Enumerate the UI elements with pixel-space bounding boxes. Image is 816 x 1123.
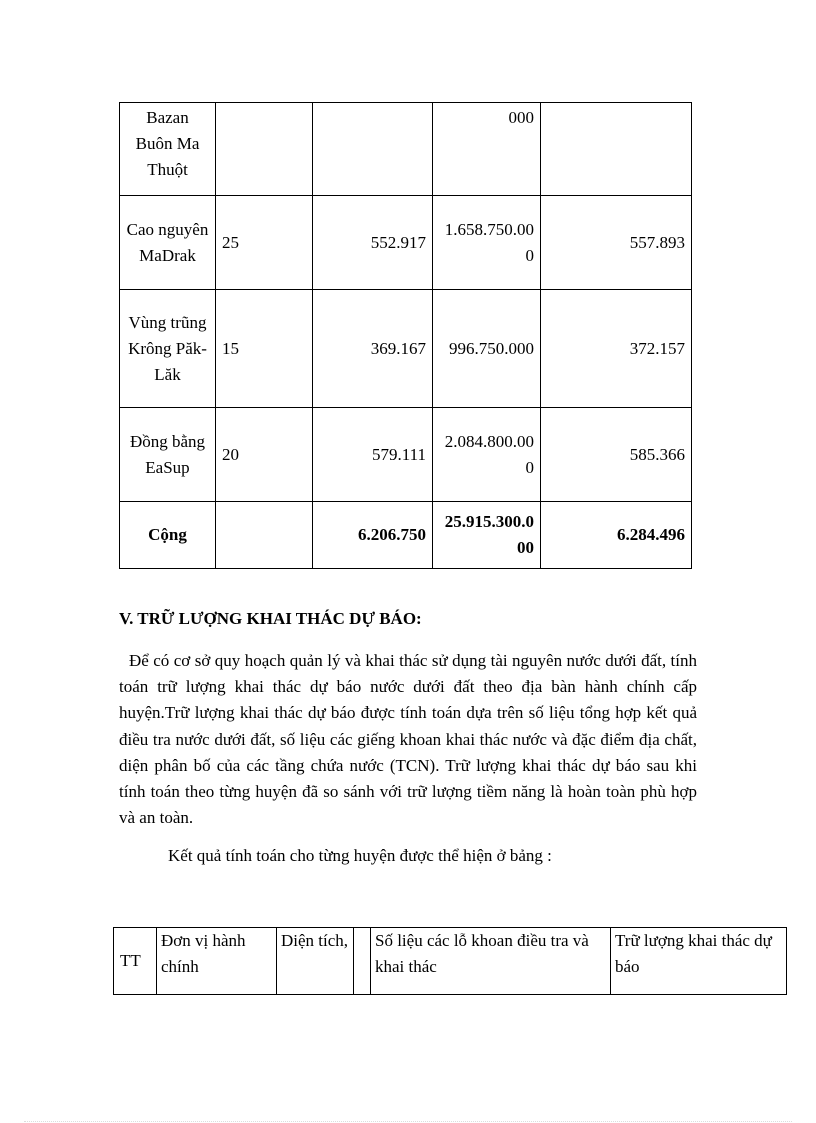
- amount-cell: 1.658.750.000: [433, 196, 541, 290]
- count-cell: 25: [216, 196, 313, 290]
- total-amount-cell: 25.915.300.000: [433, 502, 541, 569]
- amount-cell: 2.084.800.000: [433, 408, 541, 502]
- table-row: [120, 408, 692, 502]
- region-name-cell: Cao nguyên MaDrak: [120, 196, 216, 290]
- area-cell: 579.111: [313, 408, 433, 502]
- count-cell: 20: [216, 408, 313, 502]
- region-name-cell: Bazan Buôn Ma Thuột: [120, 103, 216, 196]
- region-name-cell: Vùng trũng Krông Păk-Lăk: [120, 290, 216, 408]
- header-reserve: Trữ lượng khai thác dự báo: [611, 928, 787, 995]
- total-label-cell: Cộng: [120, 502, 216, 569]
- table-row: [120, 196, 692, 290]
- table-row: [120, 290, 692, 408]
- reserve-cell: 372.157: [541, 290, 692, 408]
- total-row: [120, 502, 692, 569]
- area-cell: 552.917: [313, 196, 433, 290]
- table-caption: Kết quả tính toán cho từng huyện được thể hiện ở bảng :: [168, 846, 552, 865]
- header-wells: Số liệu các lỗ khoan điều tra và khai thác: [371, 928, 611, 995]
- count-cell: [216, 502, 313, 569]
- header-tt: TT: [114, 928, 157, 995]
- body-paragraph: Để có cơ sở quy hoạch quản lý và khai thác sử dụng tài nguyên nước dưới đất, tính toán trữ lượng khai thác dự báo nước dưới đất theo địa bàn hành chính cấp huyện.Trữ lượng khai thác dự báo được tính toán dựa trên số liệu tổng hợp kết quả điều tra nước dưới đất, số liệu các giếng khoan khai thác nước và đặc điểm địa chất, diện phân bố của các tầng chứa nước (TCN). Trữ lượng khai thác dự báo sau khi tính toán theo từng huyện đã so sánh với trữ lượng tiềm năng là hoàn toàn phù hợp và an toàn.: [119, 651, 697, 828]
- header-blank: [354, 928, 371, 995]
- reserve-summary-table: [119, 102, 692, 569]
- amount-cell: 996.750.000: [433, 290, 541, 408]
- forecast-reserve-table: [113, 927, 787, 995]
- amount-cell: 000: [433, 103, 541, 196]
- section-heading: V. TRỮ LƯỢNG KHAI THÁC DỰ BÁO:: [119, 609, 422, 628]
- reserve-cell: 557.893: [541, 196, 692, 290]
- reserve-cell: [541, 103, 692, 196]
- table-header-row: [114, 928, 787, 995]
- area-cell: [313, 103, 433, 196]
- page-bottom-divider: [24, 1121, 792, 1122]
- header-unit: Đơn vị hành chính: [157, 928, 277, 995]
- region-name-cell: Đồng bằng EaSup: [120, 408, 216, 502]
- count-cell: 15: [216, 290, 313, 408]
- table-row: [120, 103, 692, 196]
- area-cell: 369.167: [313, 290, 433, 408]
- reserve-cell: 585.366: [541, 408, 692, 502]
- header-area: Diện tích,: [277, 928, 354, 995]
- count-cell: [216, 103, 313, 196]
- total-reserve-cell: 6.284.496: [541, 502, 692, 569]
- total-area-cell: 6.206.750: [313, 502, 433, 569]
